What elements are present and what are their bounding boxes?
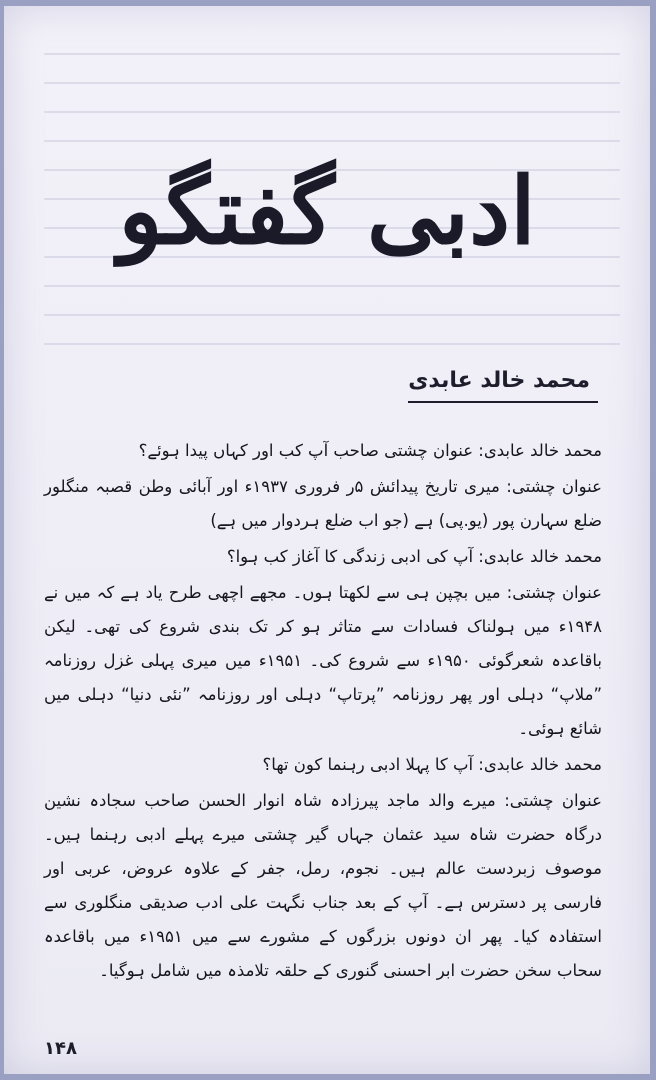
page-number: ۱۴۸ (44, 1038, 77, 1059)
question-2: محمد خالد عابدی: آپ کی ادبی زندگی کا آغاز کب ہوا؟ (226, 547, 602, 566)
interview-body (44, 434, 602, 990)
answer-1: عنوان چشتی: میری تاریخ پیدائش ۵ر فروری ۱۹۳۷ء اور آبائی وطن قصبہ منگلور ضلع سہارن پور (یو.پی) ہے (جو اب ضلع ہردوار میں ہے) (44, 477, 602, 530)
question-1: محمد خالد عابدی: عنوان چشتی صاحب آپ کب اور کہاں پیدا ہوئے؟ (138, 441, 602, 460)
page-title: ادبی گفتگو (118, 157, 536, 265)
ghost-line (44, 53, 620, 55)
answer-2: عنوان چشتی: میں بچپن ہی سے لکھتا ہوں۔ مجھے اچھی طرح یاد ہے کہ میں نے ۱۹۴۸ء میں ہولناک فسادات سے متاثر ہو کر تک بندی شروع کی تھی۔ لیکن باقاعدہ شعرگوئی ۱۹۵۰ء سے شروع کی۔ ۱۹۵۱ء میں میری پہلی غزل روزنامہ ”ملاپ“ دہلی اور پھر روزنامہ ”پرتاپ“ دہلی اور روزنامہ ”نئی دنیا“ دہلی میں شائع ہوئی۔ (44, 583, 603, 738)
book-page (4, 6, 650, 1074)
answer-3: عنوان چشتی: میرے والد ماجد پیرزادہ شاہ انوار الحسن صاحب سجادہ نشین درگاہ حضرت شاہ سید عثمان جہاں گیر چشتی میرے پہلے ادبی رہنما ہیں۔ موصوف زبردست عالم ہیں۔ نجوم، رمل، جفر کے علاوہ عروض، عربی اور فارسی پر دسترس ہے۔ آپ کے بعد جناب نگہت علی ادب صدیقی منگلوری سے استفادہ کیا۔ پھر ان دونوں بزرگوں کے مشورے سے میں ۱۹۵۱ء میں باقاعدہ سحاب سخن حضرت ابر احسنی گنوری کے حلقہ تلامذہ میں شامل ہوگیا۔ (44, 791, 602, 980)
ghost-line (44, 82, 620, 84)
ghost-line (44, 111, 620, 113)
ghost-line (44, 343, 620, 345)
author-underline (408, 401, 598, 403)
ghost-line (44, 285, 620, 287)
author-name: محمد خالد عابدی (408, 368, 590, 393)
ghost-line (44, 314, 620, 316)
question-3: محمد خالد عابدی: آپ کا پہلا ادبی رہنما کون تھا؟ (262, 755, 602, 774)
ghost-line (44, 140, 620, 142)
